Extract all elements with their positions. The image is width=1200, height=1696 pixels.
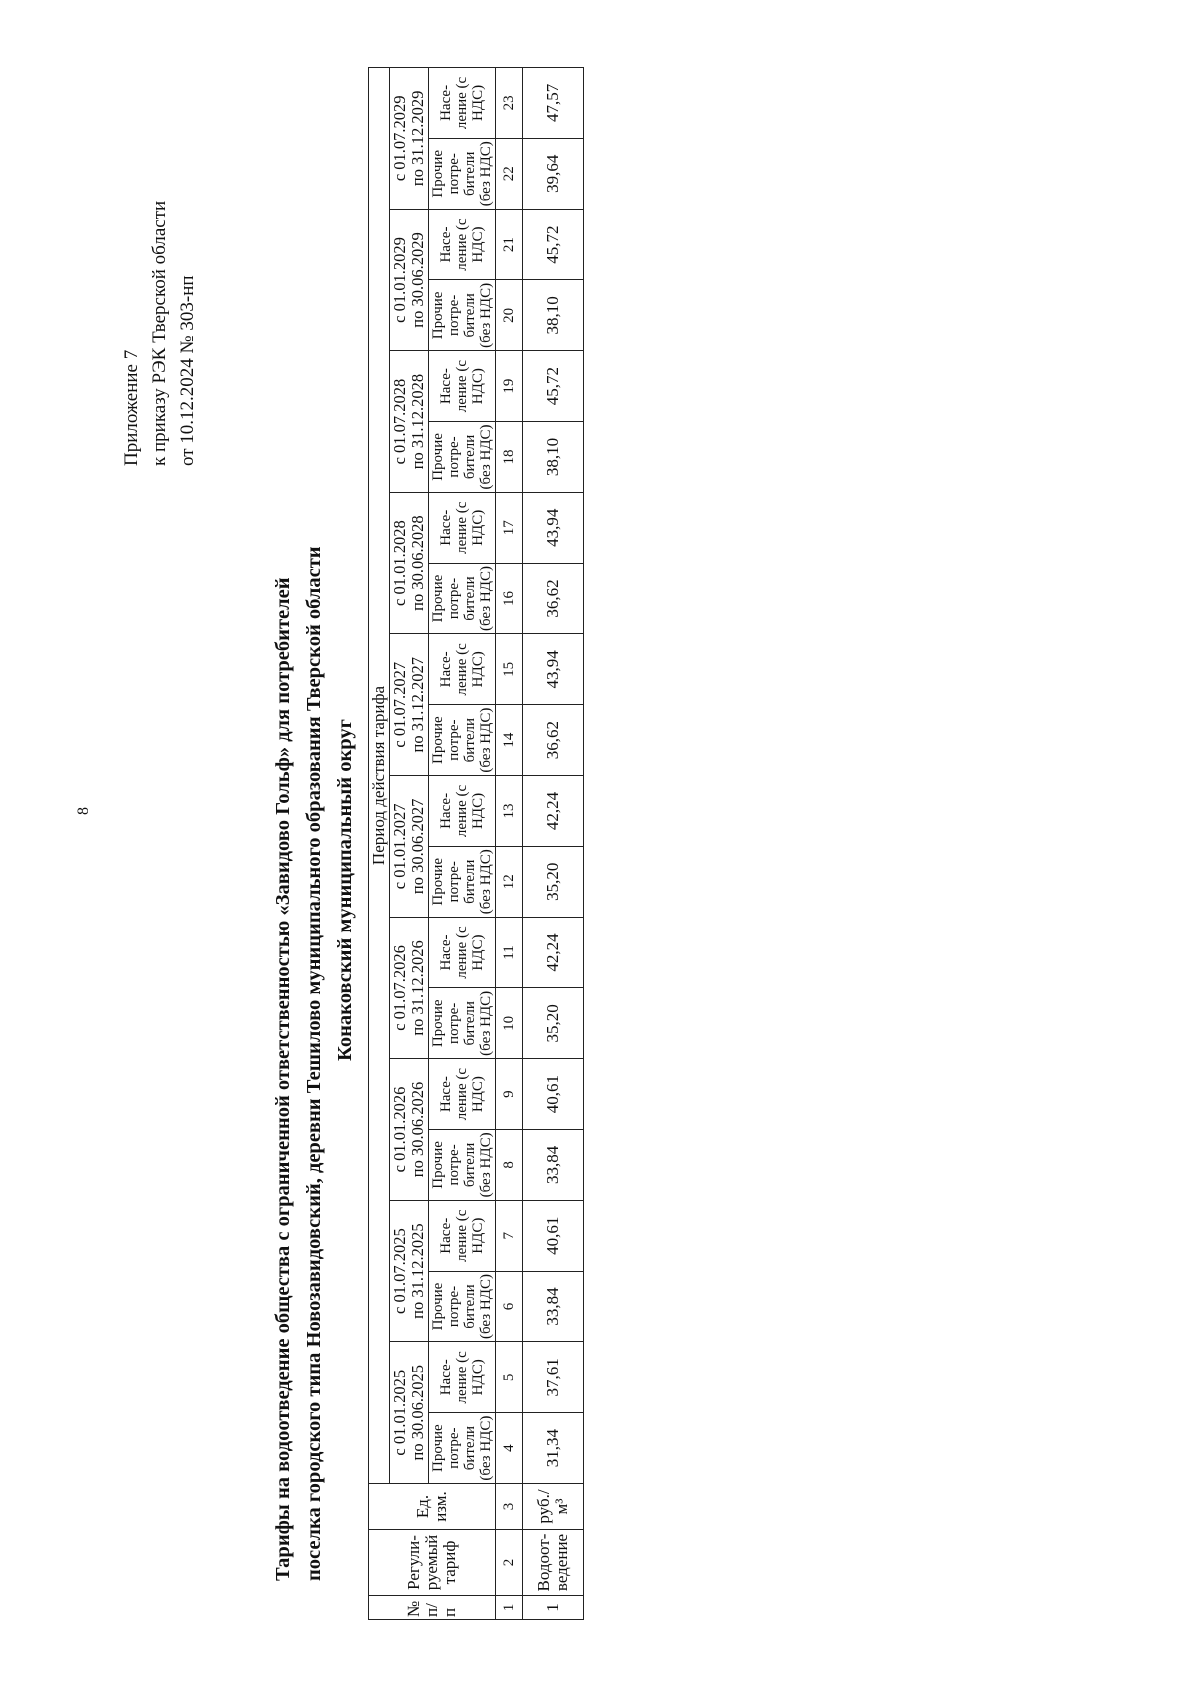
- period-from: с 01.01.2027: [390, 803, 409, 890]
- category-other-header: Прочие потре-бители (без НДС): [429, 422, 496, 493]
- column-number-row: [496, 67, 523, 1619]
- period-from: с 01.07.2026: [390, 945, 409, 1031]
- period-header: [390, 776, 429, 918]
- tariff-value-cell: 42,24: [523, 776, 584, 847]
- column-number: 4: [496, 1413, 523, 1484]
- category-population-header: Насе-ление (с НДС): [429, 776, 496, 847]
- tariff-value-cell: 36,62: [523, 705, 584, 776]
- row-unit: руб./м³: [523, 1484, 584, 1530]
- period-to: по 30.06.2026: [408, 1081, 427, 1178]
- tariff-value-cell: 31,34: [523, 1413, 584, 1484]
- tariff-value-cell: 38,10: [523, 422, 584, 493]
- category-population-header: Насе-ление (с НДС): [429, 1059, 496, 1130]
- period-header: [390, 67, 429, 209]
- tariff-value-cell: 45,72: [523, 351, 584, 422]
- category-other-header: Прочие потре-бители (без НДС): [429, 1130, 496, 1201]
- title-line: Конаковский муниципальный округ: [334, 719, 356, 1061]
- period-from: с 01.01.2026: [390, 1086, 409, 1173]
- tariff-value-cell: 35,20: [523, 846, 584, 917]
- period-header: [390, 209, 429, 351]
- header-period: Период действия тарифа: [369, 67, 390, 1483]
- column-number: 2: [496, 1530, 523, 1596]
- column-number: 20: [496, 280, 523, 351]
- tariff-value-cell: 45,72: [523, 209, 584, 280]
- category-other-header: Прочие потре-бители (без НДС): [429, 563, 496, 634]
- tariff-value-cell: 36,62: [523, 563, 584, 634]
- category-population-header: Насе-ление (с НДС): [429, 67, 496, 138]
- period-from: с 01.01.2028: [390, 520, 409, 606]
- period-to: по 30.06.2025: [408, 1364, 427, 1461]
- column-number: 15: [496, 634, 523, 705]
- appendix-line: к приказу РЭК Тверской области: [149, 200, 170, 466]
- header-num: № п/п: [369, 1596, 496, 1620]
- period-header: [390, 1342, 429, 1484]
- tariff-table: [368, 67, 584, 1620]
- tariff-value-cell: 37,61: [523, 1342, 584, 1413]
- row-tariff: Водоот-ведение: [523, 1530, 584, 1596]
- category-other-header: Прочие потре-бители (без НДС): [429, 280, 496, 351]
- category-other-header: Прочие потре-бители (без НДС): [429, 1271, 496, 1342]
- table-header-row: [390, 67, 429, 1619]
- column-number: 8: [496, 1130, 523, 1201]
- tariff-value-cell: 43,94: [523, 634, 584, 705]
- tariff-value-cell: 33,84: [523, 1130, 584, 1201]
- category-population-header: Насе-ление (с НДС): [429, 634, 496, 705]
- column-number: 17: [496, 492, 523, 563]
- row-num: 1: [523, 1596, 584, 1620]
- period-from: с 01.07.2028: [390, 378, 409, 465]
- period-header: [390, 1059, 429, 1201]
- column-number: 9: [496, 1059, 523, 1130]
- table-header-row: [369, 67, 390, 1619]
- table-header-row: [429, 67, 496, 1619]
- period-header: [390, 1200, 429, 1342]
- category-population-header: Насе-ление (с НДС): [429, 1200, 496, 1271]
- column-number: 11: [496, 917, 523, 988]
- column-number: 12: [496, 846, 523, 917]
- header-tariff: Регули-руемый тариф: [369, 1530, 496, 1596]
- category-other-header: Прочие потре-бители (без НДС): [429, 846, 496, 917]
- tariff-value-cell: 43,94: [523, 492, 584, 563]
- period-to: по 31.12.2025: [408, 1223, 427, 1319]
- tariff-value-cell: 47,57: [523, 67, 584, 138]
- tariff-value-cell: 35,20: [523, 988, 584, 1059]
- period-from: с 01.01.2025: [390, 1369, 409, 1456]
- tariff-value-cell: 42,24: [523, 917, 584, 988]
- appendix-line: от 10.12.2024 № 303-нп: [177, 275, 198, 466]
- period-to: по 30.06.2027: [408, 798, 427, 895]
- period-to: по 31.12.2029: [408, 90, 427, 187]
- column-number: 1: [496, 1596, 523, 1620]
- title-line: поселка городского типа Новозавидовский, деревни Тешилово муниципального образования Тверской области: [303, 546, 325, 1581]
- period-header: [390, 351, 429, 493]
- category-population-header: Насе-ление (с НДС): [429, 351, 496, 422]
- appendix-header: [118, 46, 202, 466]
- category-population-header: Насе-ление (с НДС): [429, 209, 496, 280]
- column-number: 22: [496, 138, 523, 209]
- category-population-header: Насе-ление (с НДС): [429, 1342, 496, 1413]
- document-title: [268, 0, 361, 1581]
- period-to: по 30.06.2029: [408, 232, 427, 328]
- column-number: 19: [496, 351, 523, 422]
- column-number: 21: [496, 209, 523, 280]
- title-line: Тарифы на водоотведение общества с ограниченной ответственностью «Завидово Гольф» для потребителей: [272, 577, 294, 1581]
- tariff-value-cell: 39,64: [523, 138, 584, 209]
- period-to: по 31.12.2028: [408, 373, 427, 470]
- column-number: 5: [496, 1342, 523, 1413]
- category-population-header: Насе-ление (с НДС): [429, 917, 496, 988]
- category-other-header: Прочие потре-бители (без НДС): [429, 988, 496, 1059]
- column-number: 7: [496, 1200, 523, 1271]
- table-row: [523, 67, 584, 1619]
- tariff-value-cell: 40,61: [523, 1059, 584, 1130]
- appendix-line: Приложение 7: [121, 349, 142, 466]
- column-number: 13: [496, 776, 523, 847]
- page-number: 8: [75, 807, 92, 815]
- period-from: с 01.07.2025: [390, 1228, 409, 1314]
- column-number: 16: [496, 563, 523, 634]
- column-number: 10: [496, 988, 523, 1059]
- column-number: 18: [496, 422, 523, 493]
- period-header: [390, 492, 429, 634]
- category-other-header: Прочие потре-бители (без НДС): [429, 1413, 496, 1484]
- period-to: по 31.12.2026: [408, 940, 427, 1036]
- period-to: по 31.12.2027: [408, 657, 427, 753]
- period-header: [390, 917, 429, 1059]
- column-number: 23: [496, 67, 523, 138]
- period-from: с 01.07.2027: [390, 661, 409, 748]
- category-population-header: Насе-ление (с НДС): [429, 492, 496, 563]
- tariff-value-cell: 40,61: [523, 1200, 584, 1271]
- header-unit: Ед. изм.: [369, 1484, 496, 1530]
- column-number: 3: [496, 1484, 523, 1530]
- period-to: по 30.06.2028: [408, 515, 427, 611]
- period-from: с 01.07.2029: [390, 95, 409, 182]
- period-header: [390, 634, 429, 776]
- column-number: 6: [496, 1271, 523, 1342]
- category-other-header: Прочие потре-бители (без НДС): [429, 705, 496, 776]
- category-other-header: Прочие потре-бители (без НДС): [429, 138, 496, 209]
- period-from: с 01.01.2029: [390, 237, 409, 323]
- tariff-value-cell: 33,84: [523, 1271, 584, 1342]
- tariff-value-cell: 38,10: [523, 280, 584, 351]
- column-number: 14: [496, 705, 523, 776]
